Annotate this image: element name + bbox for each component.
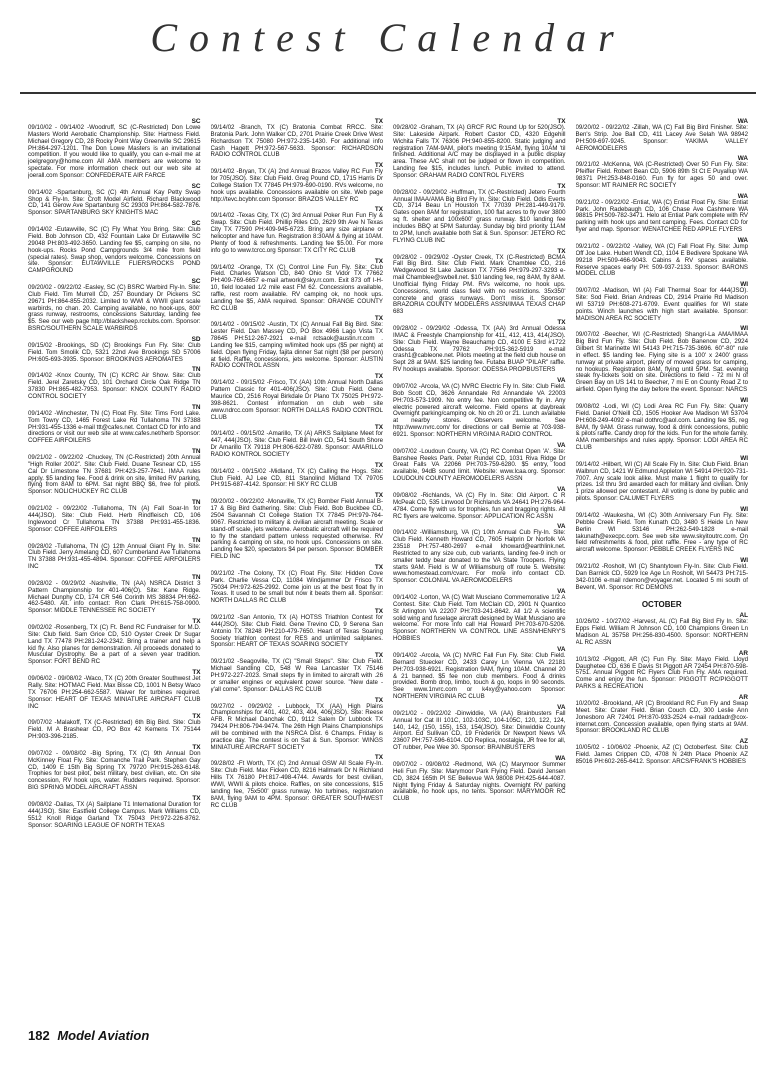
- entry-text: 09/21/02 - 09/22/02 -Entiat, WA (C) Entiat Float Fly. Site: Entiat Park. John Radebaugh CD, 106 Chase Ave Cashmere WA 98815 PH:509-782-3471. Helo at Entiat Park complete with RV parking with hook ups and tent camping. Fees. Contact CD for flyer and map. Sponsor: WENATCHEE RED APPLE FLYERS: [575, 198, 748, 234]
- calendar-columns: [28, 118, 748, 1016]
- entry-text: 09/07/02 -Loudoun County, VA (C) RC Combat Open 'A'. Site: Banshee Reeks Park. Peter Rundel CD, 1031 Riva Ridge Dr Great Falls VA 22066 PH:703-759-6280. $5 entry, food available, 94dB sound limit. Website: www.lcaa.org. Sponsor: LOUDOUN COUNTY AEROMODELERS ASSN: [393, 447, 566, 483]
- state-code: TX: [557, 247, 566, 255]
- state-code: TX: [374, 424, 383, 432]
- entry-text: 09/08/02 -Richlands, VA (C) Fly In. Site: Old Airport. C R McPeak CD, 535 Linwood Dr Richlands VA 24641 PH:276-964-4784. Come fly with us for trophies, fun and bragging rights. All RC flyers are welcome. Sponsor: APPLICATION RC ASSN: [393, 491, 566, 520]
- state-code: TX: [374, 118, 383, 125]
- calendar-entry: [211, 315, 384, 370]
- calendar-entry: [576, 455, 749, 503]
- state-code: TN: [191, 499, 201, 507]
- calendar-entry: [393, 442, 566, 483]
- page-number: 182: [28, 1028, 50, 1043]
- state-code: TX: [192, 743, 201, 751]
- entry-text: 09/14/02 -Spartanburg, SC (C) 4th Annual Kay Petty Swap Shop & Fly-In. Site: Croft Model Airfield. Richard Blackwood CD, 141 Gerow Ave Spartanburg SC 29303 PH:864-582-7876. Sponsor: SPARTANBURG SKY KNIGHTS MAC: [28, 188, 201, 217]
- state-code: WA: [737, 192, 748, 200]
- state-code: TN: [191, 403, 201, 411]
- calendar-entry: [28, 183, 201, 217]
- entry-text: 09/28/02 - 09/29/02 -Nashville, TN (AA) NSRCA District 3 Pattern Championship for 401-406(O). Site: Kane Ridge. Michael Dunphy CD, 174 CR 546 Corinth MS 38834 PH:662-462-5480. Alt. info contact: Ron Clark PH:615-758-0900. Sponsor: MIDDLE TENNESSEE RC SOCIETY: [28, 579, 201, 615]
- page-title: Contest Calendar: [150, 15, 626, 60]
- entry-text: 09/21/02 - 09/22/02 -Chuckey, TN (C-Restricted) 20th Annual "High Roller 2002". Site: Club Field. Duane Tesnear CD, 155 Cal Dr Limestone TN 37681 PH:423-257-7641. IMAA rules apply. $5 landing fee. Food & drink on site, limited RV parking, flying from 8AM to 6PM. Sat night BBQ $6, free for pilots. Sponsor: NOLICHUCKEY RC CLUB: [28, 454, 201, 496]
- calendar-column: [211, 118, 384, 1016]
- entry-text: 09/20/02 - 09/22/02 -Zillah, WA (C) Fall Big Bird Finisher. Site: Ben's Strip. Joe Ball CD, 411 Lacey Ave Selah WA 98942 PH:509-697-9245. Sponsor: YAKIMA VALLEY AEROMODELERS: [575, 124, 748, 152]
- entry-text: 09/14/02 -Orange, TX (C) Control Line Fun Fly. Site: Club Field. Charles Watson CD, 840 Ohio St Vidor TX 77662 PH:409-769-6657 e-mail artwork@sky.rr.com. Exit 873 off I-H-10, field located 1/2 mile east FM 62. Concessions available, raffle, rest room available. RV camping ok, no hook ups. Landing fee $5, AMA required. Sponsor: ORANGE COUNTY RC CLUB: [210, 263, 383, 312]
- state-code: SC: [191, 118, 201, 125]
- calendar-entry: [393, 755, 566, 803]
- state-code: SD: [191, 335, 201, 343]
- entry-text: 09/28/02 - 09/29/02 -Huffman, TX (C-Restricted) Jetero Fourth Annual IMAA/AMA Big Bird Fly In. Site: Club Field. Odis Everts CD, 3714 Beau Ln Houston TX 77039 PH:281-449-9179. Gates open 8AM for registration, 100 flat acres to fly over 3800 sq ft. shelter and 100x600' grass runway. $10 landing fee includes BBQ at 5PM Saturday. Sunday big bird priority 11AM to 2PM, lunch available both Sat & Sun. Sponsor: JETERO RC FLYING CLUB INC: [393, 188, 566, 244]
- calendar-entry: [28, 448, 201, 496]
- state-code: TX: [192, 713, 201, 721]
- state-code: WI: [740, 557, 748, 565]
- state-code: VA: [557, 523, 566, 531]
- entry-text: 09/06/02 - 09/08/02 -Waco, TX (C) 20th Greater Southwest Jet Rally. Site: HOTMAC Field. Max Bisse CD, 1001 N Betsy Waco TX 76706 PH:254-662-5587. Waiver for turbines required. Sponsor: HEART OF TEXAS MINIATURE AIRCRAFT CLUB INC: [28, 675, 201, 710]
- calendar-entry: [211, 697, 384, 752]
- calendar-entry: [211, 652, 384, 693]
- entry-text: 09/21/02 - 09/22/02 -Valley, WA (C) Fall Float Fly. Site: Jump Off Joe Lake. Hubert Wendt CD, 1104 E Bedivere Spokane WA 99218 PH:509-466-9043. Cabins & RV spaces available. Reserve spaces early PH: 509-937-2133. Sponsor: BARONS MODEL CLUB: [575, 242, 748, 278]
- calendar-entry: [576, 281, 749, 322]
- calendar-entry: [393, 704, 566, 752]
- entry-text: 09/14/02 -Eutawville, SC (C) Fly What You Bring. Site: Club Field. Bob Johnson CD, 432 Fountain Lake Dr Eutawville SC 29048 PH:803-492-3650. Landing fee $5, camping on site, no hook-ups. Rocks Pond Campgrounds 3/4 mile from field (special rates). Swap shop, vendors welcome. Concessions on site. Sponsor: EUTAWVILLE FLIERS/ROCKS POND CAMPGROUND: [28, 226, 201, 275]
- state-code: VA: [557, 377, 566, 384]
- state-code: TX: [374, 754, 383, 762]
- entry-text: 09/20/02 - 09/22/02 -Monaville, TX (C) Bomber Field Annual B-17 & Big Bird Gathering. Site: Club Field. Bob Buckbee CD, 2504 Savannah Ct College Station TX 77845 PH:979-764-9067. Restricted to military & civilian aircraft meeting. Scale or stand-off scale, jets welcome. Aerobatic aircraft will be required to fly the standard pattern unless requested otherwise. RV parking & camping on site, no hook ups. Concessions on site. Landing fee $20, spectators $4 per person. Sponsor: BOMBER FIELD INC: [210, 498, 383, 561]
- calendar-entry: [211, 608, 384, 649]
- state-code: TX: [374, 315, 383, 323]
- entry-text: 09/08/02 -Lodi, WI (C) Lodi Area RC Fun Fly. Site: Quarry Field. Daniel O'Neill CD, 1505 Hooker Ave Madison WI 53704 PH:608-249-4092 e-mail dothrc@aol.com. Landing fee $5, reg 8AM, fly 9AM. Grass runway, food & drink concessions, public & pilots raffle. Candy drop for the kids. Fun for the whole family. AMA memberships and rules apply. Sponsor: LODI AREA RC CLUB: [575, 403, 748, 452]
- state-code: TX: [557, 319, 566, 327]
- calendar-entry: [211, 424, 384, 458]
- entry-text: 09/28/02 -Ft Worth, TX (C) 2nd Annual GSW All Scale Fly-In. Site: Club Field. Max Ficken CD, 8216 Hallmark Dr N Richland Hills TX 76180 PH:817-498-4744. Awards for best civilian, WWI, WWII & pilots choice. Raffles, on site concessions, $15 landing fee, 75x500' grass runway. No turbines, registration 8AM, flying 9AM to 4PM. Sponsor: GREATER SOUTHWEST RC CLUB: [210, 760, 383, 809]
- calendar-entry: [576, 325, 749, 394]
- calendar-entry: [576, 193, 749, 234]
- state-code: TX: [374, 563, 383, 571]
- state-code: AL: [739, 612, 748, 620]
- state-code: WI: [740, 281, 748, 289]
- calendar-entry: [28, 795, 201, 829]
- calendar-entry: [576, 155, 749, 189]
- state-code: WI: [740, 505, 748, 513]
- entry-text: 09/07/02 -Beecher, WI (C-Restricted) Shangri-La AMA/IMAA Big Bird Fun Fly. Site: Club Field. Bob Banenow CD, 2924 Gilbert St Marinette WI 54143 PH:715-735-3696. 60"-80" rule in effect. $5 landing fee. Flying site is a 100' x 2400' grass runway at private airport, plenty of mowed grass for camping, no hookups. Registration 8AM, flying until 5PM. Sat. evening steak fry-tickets sold on site. Directions to field - 72 mi N of Green Bay on US 141 to Beecher, 7 mi E on County Road Z to airfield. Open flying the day before the event. Sponsor: NARCS: [575, 331, 748, 394]
- calendar-entry: [576, 118, 749, 152]
- month-heading: OCTOBER: [641, 600, 682, 610]
- state-code: TX: [557, 118, 566, 125]
- calendar-column: [28, 118, 201, 1016]
- state-code: WA: [737, 155, 748, 163]
- calendar-entry: [211, 162, 384, 203]
- calendar-entry: [211, 373, 384, 421]
- entry-text: 09/14/02 -Branch, TX (C) Bratonia Combat RRCC. Site: Bratonia Park. John Walker CD, 2701 Prairie Creek Drive West Richardson TX 75080 PH:972-235-1430. For additional info Cash Hagett PH:972-567-5633. Sponsor: RICHARDSON RADIO CONTROL CLUB: [210, 124, 383, 159]
- state-code: TN: [191, 573, 201, 581]
- entry-text: 09/14/02 -Lorton, VA (C) Walt Musciano Commemorative 1/2 A Contest. Site: Club Field. Tom McClain CD, 2901 N Quantico St Arlington VA 22207 PH:703-241-8642. All 1/2 A scientific solid wing and fuselage aircraft designed by Walt Musciano are welcome. For more info call Hal Howard PH:703-670-5206. Sponsor: NORTHERN VA CONTROL LINE ASSN/HENRY'S HOBBIES: [393, 594, 566, 643]
- entry-text: 09/28/02 -Graham, TX (A) GRCF R/C Round Up for 520(JSO). Site: Lakeside Airpark. Robert Castor CD, 4320 Edgehill Wichita Falls TX 76306 PH:940-855-8200. Static judging and registration 7AM-9AM, pilot's meeting 9:15AM, flying 10AM 'til finished. Additional A/C may be displayed in a public display area. These A/C shall not be judged or flown in competition. Landing fee $15, includes lunch. Public invited to attend. Sponsor: GRAHAM RADIO CONTROL FLYERS: [393, 124, 566, 179]
- entry-text: 10/05/02 - 10/06/02 -Phoenix, AZ (C) Octoberfest. Site: Club Field. James Crippen CD, 4708 N 24th Place Phoenix AZ 85016 PH:602-265-6412. Sponsor: ARCS/FRANK'S HOBBIES: [575, 744, 748, 765]
- calendar-column: [576, 118, 749, 1016]
- calendar-entry: [28, 336, 201, 364]
- entry-text: 09/14/02 -Winchester, TN (C) Float Fly. Site: Tims Ford Lake. Tom Towry CD, 1465 Forest Lake Rd Tullahoma TN 37388 PH:931-455-1336 e-mail ttt@cafes.net. Contact CD for info and directions or visit our web site at www.cafes.net/herb Sponsor: COFFEE AIRFOILERS: [28, 409, 201, 445]
- calendar-entry: [211, 462, 384, 490]
- entry-text: 09/21/02 -San Antonio, TX (A) HOTSS Triathlon Contest for 444(JSO). Site: Club Field. Gene Trevino CD, 9 Serena San Antonio TX 78248 PH:210-479-7650. Heart of Texas Soaring Society triathlon contest for RES and unlimited sailplanes. Sponsor: HEART OF TEXAS SOARING SOCIETY: [210, 614, 383, 649]
- entry-text: 09/07/02 -Malakoff, TX (C-Restricted) 6th Big Bird. Site: Club Field. M A Brashear CD, PO Box 42 Kemens TX 75144 PH:903-396-2185.: [28, 719, 201, 741]
- calendar-entry: [576, 557, 749, 591]
- calendar-entry: [576, 237, 749, 278]
- entry-text: 09/10/02 - 09/14/02 -Woodruff, SC (C-Restricted) Don Lowe Masters World Aerobatic Championship. Site: Hartness Field. Michael Gregory CD, 28 Rocky Point Way Greenville SC 29615 PH:864-297-1201. The Don Lowe Masters is an invitational competition. If you would like to qualify, you can e-mail me at joelgregory@home.com All AMA members are welcome to spectate. For more information check out our web site at joerall.com Sponsor: CONFEDERATE AIR FARCE: [28, 124, 201, 179]
- state-code: VA: [557, 703, 566, 711]
- calendar-entry: [28, 537, 201, 571]
- title-rule: [20, 92, 756, 94]
- calendar-entry: [393, 183, 566, 245]
- state-code: TX: [374, 373, 383, 381]
- state-code: TN: [191, 448, 201, 456]
- calendar-entry: [393, 486, 566, 520]
- state-code: TX: [192, 618, 201, 626]
- entry-text: 09/21/02 -Rosholt, WI (C) Shantytown Fly-In. Site: Club Field. Dan Barnick CD, 5929 Ice Age Ln Rosholt, WI 54473 PH:715-342-0106 e-mail rdemon@voyager.net. Located 5 mi south of Bevent, WI. Sponsor: RC DEMONS: [575, 563, 748, 591]
- entry-text: 09/27/02 - 09/29/02 - Lubbock, TX (AA) High Plains Championships for 401, 402, 403, 404, 406(JSO). Site: Reese AFB. R Michael Danchak CD, 9112 Salem Dr Lubbock TX 79424 PH:806-794-9474. The 26th High Plains Championships will be combined with the NSRCA Dist. 6 Champs. Friday is practice day. The contest is on Sat & Sun. Sponsor: WINGS MINIATURE AIRCRAFT SOCIETY: [210, 702, 383, 751]
- entry-text: 09/14/02 -Williamsburg, VA (C) 10th Annual Cub Fly-In. Site: Club Field. Kenneth Howard CD, 7605 Halprin Dr Norfolk VA 23518 PH:757-480-2697 e-mail khoward@earthlink.net. Restricted to any size cub, cub variants, landing fee-9 inch or smaller teddy bear donated to the VA State Troopers. Flying starts 9AM. Field is W of Williamsburg off route 5. Website: www.homestead.com/cvarc. For more info contact CD. Sponsor: COLONIAL VA AEROMODELERS: [393, 529, 566, 585]
- state-code: SC: [191, 278, 201, 286]
- entry-text: 09/07/02 - 09/08/02 -Redmond, WA (C) Marymoor Summer Heli Fun Fly. Site: Marymoor Park Flying Field. David Jensen CD, 3824 165th Pl SE Bellevue WA 98008 PH:425-644-4087. Night flying Friday & Saturday nights. Overnight RV parking available, no hook ups, no tents. Sponsor: MARYMOOR RC CLUB: [393, 760, 566, 803]
- page-footer: [28, 1028, 149, 1043]
- entry-text: 09/14/02 - 09/15/02 -Frisco, TX (AA) 10th Annual North Dallas Pattern Classic for 401-406(JSO). Site: Club Field. Gene Maurice CD, 2516 Royal Birkdale Dr Plano TX 75025 PH:972-398-8621. Contest information on club web site www.ndrcc.com Sponsor: NORTH DALLAS RADIO CONTROL CLUB: [210, 379, 383, 421]
- entry-text: 09/14/02 -Bryan, TX (A) 2nd Annual Brazos Valley RC Fun Fly for 705(JSO). Site: Club Field. Greg Pound CD, 1715 Harris Dr College Station TX 77845 PH:979-690-0190. RVs welcome, no hook ups available. Concessions available on site. Web page http://tevc.bcybhr.com Sponsor: BRAZOS VALLEY RC: [210, 168, 383, 203]
- entry-text: 09/14/02 -Hilbert, WI (C) All Scale Fly In. Site: Club Field. Brian Walbrun CD, 1421 W Edmund Appleton WI 54914 PH:920-731-7007. Any scale look alike. Must make 1 flight to qualify for prizes. 1st thru 3rd awarded each for military and civilian. Only 1 prize allowed per contestant. All voting is done by public and pilots. Sponsor: CALUMET FLYERS: [575, 460, 748, 503]
- state-code: TX: [374, 492, 383, 500]
- calendar-entry: [211, 492, 384, 561]
- state-code: WA: [555, 754, 566, 762]
- state-code: SC: [191, 182, 201, 190]
- state-code: VA: [557, 485, 566, 493]
- entry-text: 09/28/02 - 09/29/02 -Oyster Creek, TX (C-Restricted) BCMA Fall Big Bird. Site: Club Field. Mark Chamblee CD, 216 Wedgewood St Lake Jackson TX 77566 PH:979-297-3293 e-mail Chamblee@swbell.net. $10 landing fee, reg 8AM, fly 8AM. Unofficial flying Friday PM. RVs welcome, no hook ups. Concessions, world class field with no restrictions. 35x350' concrete and grass runways. Don't miss it. Sponsor: BRAZORIA COUNTY MODELERS ASSN/IMAA TEXAS CHAP 683: [393, 253, 566, 316]
- calendar-entry: [28, 366, 201, 400]
- calendar-entry: [28, 278, 201, 333]
- calendar-entry: [28, 669, 201, 710]
- state-code: WI: [740, 325, 748, 333]
- calendar-entry: [28, 713, 201, 741]
- entry-text: 09/14/02 -Waukesha, WI (C) 30th Anniversary Fun Fly. Site: Pebble Creek Field. Tom Kunath CD, 3480 S Heide Ln New Berlin WI 53146 PH:262-549-1828 e-mail takunath@execpc.com. See web site www.skyitoutrc.com. On field refreshments & food, pilot raffle. Free - any type of RC aircraft welcome. Sponsor: PEBBLE CREEK FLYERS INC: [575, 511, 748, 554]
- entry-text: 09/21/02 - 09/22/02 -Tullahoma, TN (A) Fall Soar-In for 444(JSO). Site: Club Field. Herb Rindfleisch CD, 106 Inglewood Cr Tullahoma TN 37388 PH:931-455-1836. Sponsor: COFFEE AIRFOILERS: [28, 505, 201, 533]
- entry-text: 09/21/02 -Seagoville, TX (C) "Small Steps". Site: Club Field. Michael Sandling CD, 548 W Rea Lancaster TX 75146 PH:972-227-2023. Small steps fly in limited to aircraft with .26 or smaller engines or equivalent power source. "New date - y'all come". Sponsor: DALLAS RC CLUB: [210, 658, 383, 693]
- calendar-entry: [28, 404, 201, 445]
- entry-text: 09/14/02 - 09/15/02 -Midland, TX (C) Calling the Hogs. Site: Club Field. AJ Lee CD, 811 Stanolind Midland TX 79705 PH:915-687-4142. Sponsor: HI SKY RC CLUB: [210, 467, 383, 489]
- entry-text: 09/21/02 -McKenna, WA (C-Restricted) Over 50 Fun Fly. Site: Pfeiffer Field. Robert Bean CD, 5906 89th St Ct E Puyallup WA 98371 PH:253-848-0160. Fun fly for ages 50 and over. Sponsor: MT RAINIER RC SOCIETY: [575, 161, 748, 189]
- state-code: VA: [557, 588, 566, 596]
- state-code: AR: [738, 649, 748, 657]
- calendar-entry: [393, 118, 566, 180]
- calendar-entry: [211, 206, 384, 254]
- calendar-entry: [576, 506, 749, 554]
- state-code: AZ: [739, 738, 748, 746]
- entry-text: 09/07/02 -Arcola, VA (C) NVRC Electric Fly In. Site: Club Field. Bob Scott CD, 3626 Annandale Rd Annandale VA 22003 PH:703-573-1909. No entry fee. Non competitive fly in. Any electric powered aircraft welcome. Field opens at daybreak Overnight parking/camping ok. No ch 20 or 21. Lunch available at nearby stores. Observers welcome. See http://www.nvrc.com/ for directions or call Bernie at 703-938-6921. Sponsor: NORTHERN VIRGINIA RADIO CONTROL: [393, 383, 566, 438]
- entry-text: 09/14/02 -Arcola, VA (C) NVRC Fall Fun Fly. Site: Club Field. Bernard Stuecker CD, 2433 Carey Ln Vienna VA 22181 PH:703-938-6921. Registration 9AM, flying 10AM. Channel 20 & 21 banned. $5 fee non club members. Food & drinks provided. Bomb drop, limbo, touch & go, loops in 90 seconds. See www.1nvrc.com or k4xy@yahoo.com Sponsor: NORTHERN VIRGINIA RC CLUB: [393, 652, 566, 701]
- calendar-entry: [576, 612, 749, 646]
- calendar-entry: [211, 258, 384, 313]
- state-code: TX: [374, 696, 383, 704]
- calendar-entry: [28, 220, 201, 275]
- magazine-name: Model Aviation: [57, 1028, 150, 1043]
- state-code: TN: [191, 366, 201, 374]
- entry-text: 09/02/02 -Rosenberg, TX (C) Ft. Bend RC Fundraiser for M.D. Site: Club field. Sam Grice CD, 510 Oyster Creek Dr Sugar Land TX 77478 PH:281-242-2342. Bring a trainer and help a kid fly. Also planes for demonstration. All proceeds donated to Muscular Dystrophy. Be a part of a seven year tradition. Sponsor: FORT BEND RC: [28, 624, 201, 666]
- entry-text: 10/20/02 -Brookland, AR (C) Brookland RC Fun Fly and Swap Meet. Site: Crater Field. Brian Couch CD, 300 Leslie Ann Jonesboro AR 72401 PH:870-933-2524 e-mail raddadr@cox-internet.com. Concession available, open flying starts at 9AM. Sponsor: BROOKLAND RC CLUB: [575, 700, 748, 735]
- calendar-entry: [576, 738, 749, 766]
- state-code: WI: [740, 454, 748, 462]
- entry-text: 10/13/02 -Piggott, AR (C) Fun Fly. Site: Mayo Field. Lloyd Daughetee CD, 636 E Davis St Piggott AR 72454 PH:870-598-5751. Annual Piggott RC Flyers Club Fun Fly. AMA required. Come and enjoy the fun. Sponsor: PIGGOTT RC/PIGGOTT PARKS & RECREATION: [575, 655, 748, 691]
- entry-text: 09/28/02 - 09/29/02 -Odessa, TX (AA) 3rd Annual Odessa IMAC & Freestyle Championship for 411, 412, 413, 414(JSO). Site: Club Field. Wayne Beauchamp CD, 4100 E 53rd #1722 Odessa TX 79762 PH:915-362-5919 e-mail crash1@cableone.net. Pilots meeting at the field club house on Sept 28 at 9AM. $25 landing fee. Futaba BUAP "PILAR" raffle. RV hookups available. Sponsor: ODESSA PROPBUSTERS: [393, 325, 566, 374]
- calendar-entry: [28, 618, 201, 666]
- calendar-entry: [393, 377, 566, 439]
- calendar-entry: [28, 744, 201, 792]
- calendar-entry: [211, 754, 384, 809]
- state-code: VA: [557, 441, 566, 449]
- calendar-entry: [576, 694, 749, 735]
- state-code: TX: [557, 182, 566, 190]
- state-code: TX: [374, 461, 383, 469]
- entry-text: 09/07/02 -Madison, WI (A) Fall Thermal Soar for 444(JSO). Site: Sod Field. Brian Andreas CD, 2914 Prairie Rd Madison WI 53719 PH:608-271-6709. Event qualifies for WI state points. Winch launches with high start available. Sponsor: MADISON AREA RC SOCIETY: [575, 287, 748, 322]
- calendar-entry: [28, 574, 201, 615]
- entry-text: 09/08/02 -Dallas, TX (A) Sailplane T1 International Duration for 444(JSO). Site: Eastfield College Campus. Mark Williams CD, 5512 Knoll Ridge Garland TX 75043 PH:972-226-8762. Sponsor: SOARING LEAGUE OF NORTH TEXAS: [28, 800, 201, 829]
- entry-text: 10/26/02 - 10/27/02 -Harvest, AL (C) Fall Big Bird Fly In. Site: Epps Field. William R Johnson CD, 100 Champions Green Ln Madison AL 35758 PH:256-830-4500. Sponsor: NORTHERN AL RC ASSN: [575, 618, 748, 646]
- state-code: WA: [737, 236, 748, 244]
- entry-text: 09/15/02 -Brookings, SD (C) Brookings Fun Fly. Site: Club Field. Tom Smolik CD, 5321 22nd Ave Brookings SD 57006 PH:605-693-3935. Sponsor: BROOKINGS AEROMATES: [28, 341, 201, 363]
- state-code: TN: [191, 536, 201, 544]
- calendar-entry: [576, 650, 749, 691]
- calendar-entry: [211, 118, 384, 159]
- entry-text: 09/14/02 - 09/15/02 -Amarillo, TX (A) ARKS Sailplane Meet for 447, 444(JSO). Site: Club Field. Bill Irwin CD, 541 South Shore Dr Amarillo TX 79118 PH:806-622-0789. Sponsor: AMARILLO RADIO KONTROL SOCIETY: [210, 430, 383, 458]
- state-code: TX: [192, 669, 201, 677]
- state-code: TX: [192, 794, 201, 802]
- calendar-entry: [211, 564, 384, 605]
- state-code: TX: [374, 206, 383, 214]
- calendar-entry: [393, 646, 566, 701]
- entry-text: 09/14/02 -Knox County, TN (C) KCRC Air Show. Site: Club Field. Jerel Zaretsky CD, 101 Orchard Circle Oak Ridge TN 37830 PH:865-482-7953. Sponsor: KNOX COUNTY RADIO CONTROL SOCIETY: [28, 372, 201, 400]
- entry-text: 09/14/02 -Texas City, TX (C) 3rd Annual Poker Run Fun Fly & Swap. Site: Club Field. Phillip Riles CD, 2629 9th Ave N Texas City TX 77590 PH:409-945-6723. Bring any size airplane or helicopter and have fun. Registration 8:30AM & flying at 10AM. Plenty of food & refreshments. Landing fee $5.00. For more info go to www.tcrcc.org Sponsor: TX CITY RC CLUB: [210, 212, 383, 254]
- state-code: WA: [737, 118, 748, 125]
- state-code: TX: [374, 162, 383, 170]
- calendar-entry: [576, 397, 749, 452]
- state-code: TX: [374, 652, 383, 660]
- calendar-column: [393, 118, 566, 1016]
- calendar-entry: [393, 523, 566, 585]
- entry-text: 09/07/02 - 09/08/02 -Big Spring, TX (C) 9th Annual Don McKinney Float Fly. Site: Comanche Trail Park. Stephen Gay CD, 1409 E 15th Big Spring TX 79720 PH:915-263-6148. Trophies for best pilot, best military, best civilian, etc. On site concession, RV hook ups, water. Rudders required. Sponsor: BIG SPRING MODEL AIRCRAFT ASSN: [28, 749, 201, 792]
- calendar-entry: [393, 588, 566, 643]
- state-code: TX: [374, 608, 383, 616]
- calendar-entry: [28, 499, 201, 533]
- entry-text: 09/21/02 -The Colony, TX (C) Float Fly. Site: Hidden Cove Park. Charlie Vessa CD, 11084 Windjammer Dr Frisco TX 75034 PH:972-625-2992. Come join us at the best float fly in Texas. It used to be small but now it beats them all. Sponsor: NORTH DALLAS RC CLUB: [210, 569, 383, 605]
- calendar-entry: [393, 319, 566, 374]
- entry-text: 09/20/02 - 09/22/02 -Easley, SC (C) BSRC Warbird Fly-In. Site: Club Field. Tim Murrell CD, 257 Boundary Dr Pickens SC 29671 PH:864-855-2032. Limited to WWI & WWII giant scale warbirds, no chan. 20. Camping available, no hook-ups, 800' grass runway, restrooms, concessions Saturday, landing fee $5. See our web page http://blacksheep.rcclubs.com. Sponsor: BSRC/SOUTHERN SCALE WARBIRDS: [28, 284, 201, 333]
- calendar-entry: [393, 248, 566, 317]
- state-code: AR: [738, 694, 748, 701]
- entry-text: 09/21/02 - 09/22/02 -Dinwiddie, VA (AA) Brainbusters Fall Annual for Cat III 101C, 102-103C, 104-105C, 120, 122, 124, 140, 142, (150, 155), 153, 154(JSO). Site: Dinwiddie County Airport. Ed Sullivan CD, 19 Frederick Dr Newport News VA 23607 PH:757-596-6104. OD Replica, nostalgia, JR free for all, OT rubber, Pee Wee 30. Sponsor: BRAINBUSTERS: [393, 709, 566, 752]
- calendar-entry: [28, 118, 201, 180]
- state-code: WI: [740, 397, 748, 404]
- entry-text: 09/14/02 - 09/15/02 -Austin, TX (C) Annual Fall Big Bird. Site: Lester Field. Dan Massey CD, PO Box 4966 Lago Vista TX 78645 PH:512-267-2921 e-mail rctsaok@austin.rr.com . Landing fee $15, camping w/limited hook ups ($5 per night) at field. Open flying Friday, fajita dinner Sat night ($8 per person) at field. Raffle, concessions, jets welcome. Sponsor: AUSTIN RADIO CONTROL ASSN: [210, 321, 383, 370]
- entry-text: 09/28/02 -Tullahoma, TN (C) 12th Annual Giant Fly In. Site: Club Field. Jerry Amelang CD, 607 Cumberland Ave Tullahoma TN 37388 PH:931-455-4894. Sponsor: COFFEE AIRFOILERS INC: [28, 542, 201, 571]
- state-code: TX: [374, 257, 383, 265]
- state-code: VA: [557, 646, 566, 653]
- state-code: SC: [191, 220, 201, 228]
